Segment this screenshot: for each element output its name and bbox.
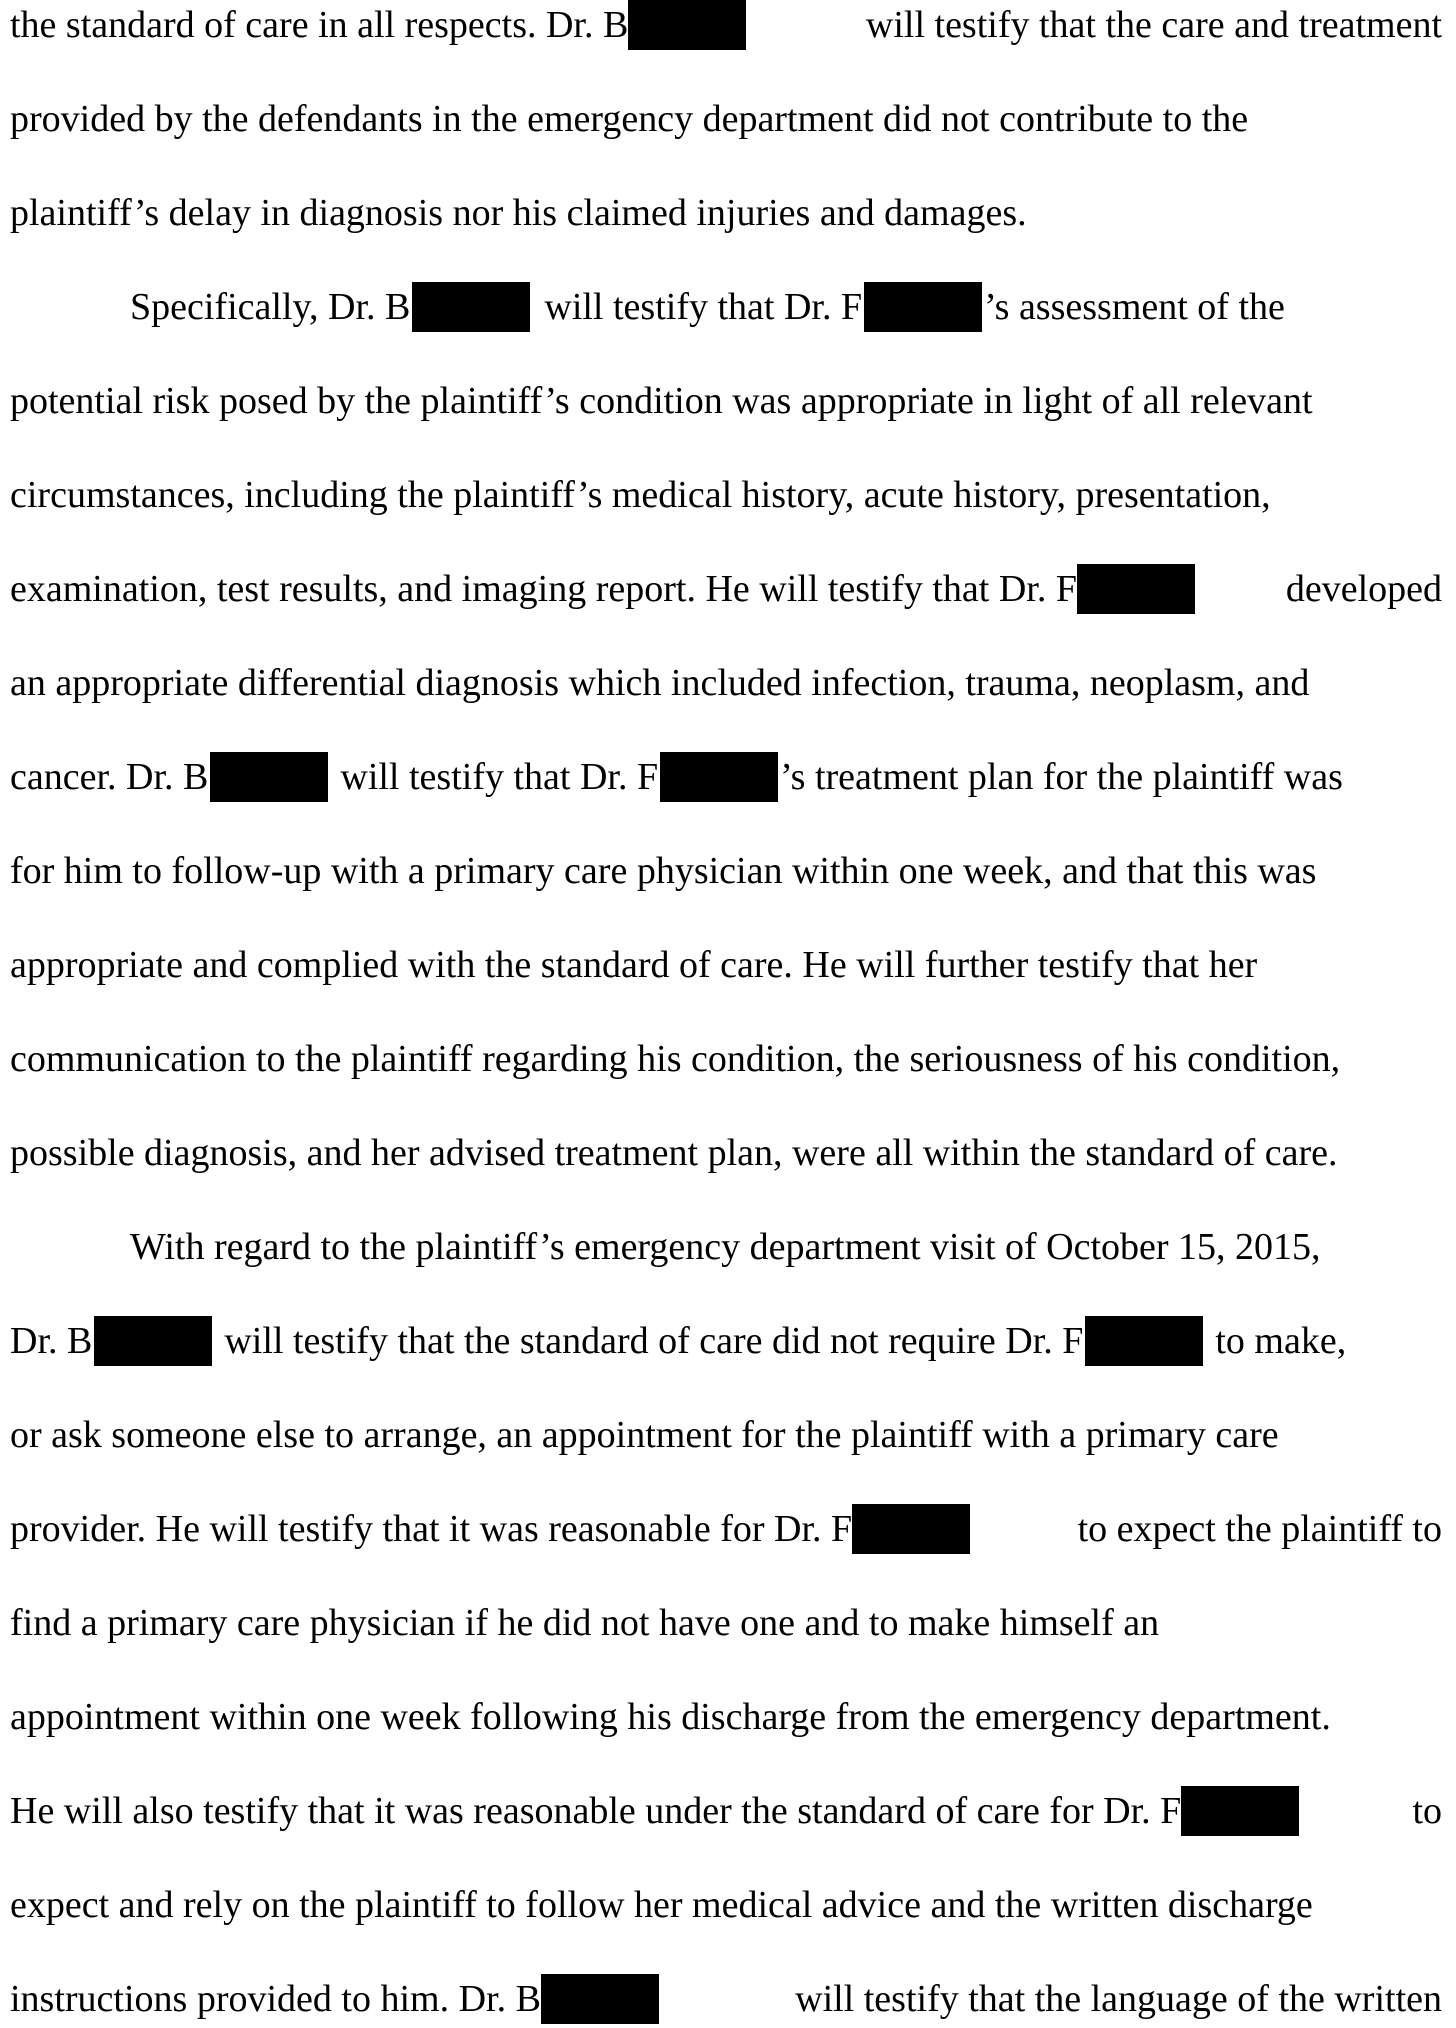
redaction-box <box>541 1974 659 2024</box>
text-line <box>10 91 1442 147</box>
text-segment: appropriate and complied with the standard of care. He will further testify that her <box>10 944 1258 986</box>
text-line <box>10 937 1442 993</box>
redaction-box <box>864 282 982 332</box>
text-line <box>10 1595 1442 1651</box>
text-segment: to <box>1412 1790 1442 1832</box>
text-segment: examination, test results, and imaging report. He will testify that Dr. F <box>10 568 1077 610</box>
text-segment: plaintiff’s delay in diagnosis nor his claimed injuries and damages. <box>10 192 1027 234</box>
text-segment: ’s assessment of the <box>984 286 1285 328</box>
text-segment: circumstances, including the plaintiff’s medical history, acute history, presentation, <box>10 474 1271 516</box>
text-segment: expect and rely on the plaintiff to follow her medical advice and the written discharge <box>10 1884 1313 1926</box>
text-line <box>10 1689 1442 1745</box>
redaction-box <box>94 1316 212 1366</box>
text-line <box>10 1783 1442 1839</box>
redaction-box <box>1085 1316 1203 1366</box>
text-line <box>10 0 1442 53</box>
redaction-box <box>1077 564 1195 614</box>
text-segment: With regard to the plaintiff’s emergency department visit of October 15, 2015, <box>130 1226 1321 1268</box>
text-line <box>10 1031 1442 1087</box>
text-segment: He will also testify that it was reasonable under the standard of care for Dr. F <box>10 1790 1182 1832</box>
text-segment: cancer. Dr. B <box>10 756 209 798</box>
redaction-box <box>852 1504 970 1554</box>
text-segment: the standard of care in all respects. Dr. B <box>10 4 629 46</box>
text-line <box>10 655 1442 711</box>
text-line <box>10 1407 1442 1463</box>
text-segment: an appropriate differential diagnosis which included infection, trauma, neoplasm, and <box>10 662 1310 704</box>
text-segment: will testify that the care and treatment <box>865 4 1442 46</box>
text-line <box>10 1971 1442 2027</box>
text-line <box>10 749 1442 805</box>
text-segment: will testify that the standard of care did not require Dr. F <box>224 1320 1084 1362</box>
text-line <box>10 373 1442 429</box>
text-segment: ’s treatment plan for the plaintiff was <box>780 756 1343 798</box>
text-segment: find a primary care physician if he did not have one and to make himself an <box>10 1602 1160 1644</box>
text-segment: Specifically, Dr. B <box>130 286 411 328</box>
text-segment: for him to follow-up with a primary care physician within one week, and that this was <box>10 850 1317 892</box>
text-segment: communication to the plaintiff regarding his condition, the seriousness of his condition, <box>10 1038 1341 1080</box>
text-segment: provider. He will testify that it was reasonable for Dr. F <box>10 1508 853 1550</box>
text-segment: provided by the defendants in the emergency department did not contribute to the <box>10 98 1249 140</box>
redaction-box <box>660 752 778 802</box>
text-segment: will testify that the language of the written <box>795 1978 1442 2020</box>
text-segment: instructions provided to him. Dr. B <box>10 1978 541 2020</box>
text-line <box>10 843 1442 899</box>
redaction-box <box>1181 1786 1299 1836</box>
text-line <box>10 1877 1442 1933</box>
text-line <box>130 279 1442 335</box>
text-segment: to expect the plaintiff to <box>1077 1508 1442 1550</box>
text-line <box>10 1125 1442 1181</box>
text-line <box>10 467 1442 523</box>
text-segment: will testify that Dr. F <box>340 756 659 798</box>
text-line <box>10 1313 1442 1369</box>
text-segment: possible diagnosis, and her advised treatment plan, were all within the standard of care. <box>10 1132 1338 1174</box>
text-line <box>130 1219 1442 1275</box>
text-segment: to make, <box>1215 1320 1347 1362</box>
text-segment: potential risk posed by the plaintiff’s condition was appropriate in light of all relevant <box>10 380 1313 422</box>
redaction-box <box>628 0 746 50</box>
redaction-box <box>412 282 530 332</box>
text-segment: appointment within one week following his discharge from the emergency department. <box>10 1696 1331 1738</box>
text-line <box>10 1501 1442 1557</box>
text-segment: will testify that Dr. F <box>544 286 863 328</box>
text-segment: or ask someone else to arrange, an appointment for the plaintiff with a primary care <box>10 1414 1279 1456</box>
text-segment: Dr. B <box>10 1320 93 1362</box>
text-line <box>10 185 1442 241</box>
text-line <box>10 561 1442 617</box>
redaction-box <box>210 752 328 802</box>
text-segment: developed <box>1285 568 1442 610</box>
